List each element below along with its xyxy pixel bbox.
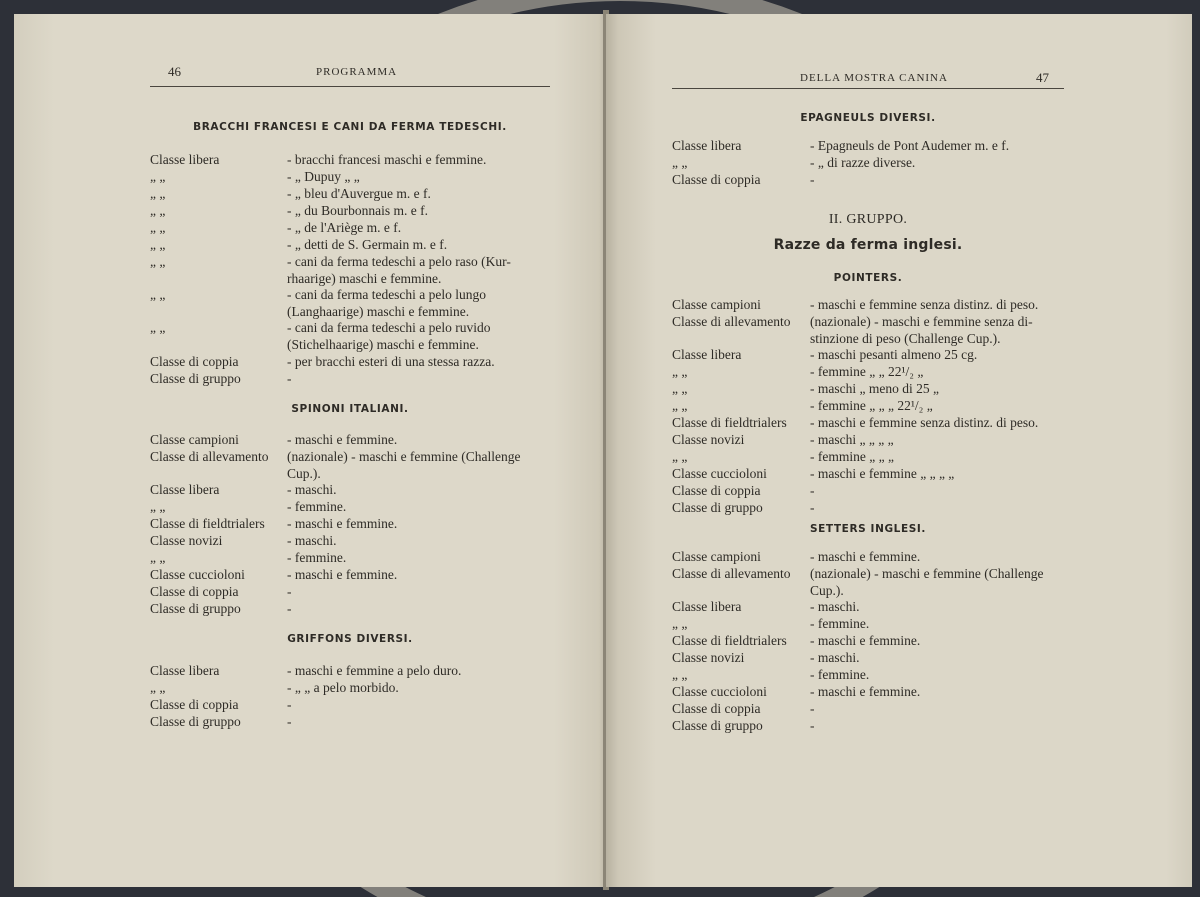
- right-row-desc: - maschi pesanti almeno 25 cg.: [810, 347, 978, 362]
- left-row-desc: - cani da ferma tedeschi a pelo lungo (Langhaarige) maschi e femmine.: [287, 287, 487, 319]
- right-section-title-3: SETTERS INGLESI.: [809, 523, 926, 535]
- right-row-desc: - maschi „ meno di 25 „: [810, 381, 939, 396]
- left-row-label: „ „: [150, 680, 166, 695]
- left-row-label: „ „: [150, 237, 166, 252]
- left-row-label: Classe di coppia: [150, 697, 239, 712]
- right-row-desc: - maschi e femmine.: [810, 684, 921, 699]
- header-rule-left: [150, 86, 550, 87]
- left-row-label: „ „: [150, 169, 166, 184]
- right-row-label: Classe novizi: [672, 650, 745, 665]
- page-number-left: 46: [168, 64, 181, 79]
- left-row-desc: - maschi e femmine.: [287, 432, 398, 447]
- right-section-subtitle-1: Razze da ferma inglesi.: [773, 237, 963, 253]
- left-section-title-1: SPINONI ITALIANI.: [291, 403, 409, 415]
- left-row-label: „ „: [150, 320, 166, 335]
- left-row-desc: - cani da ferma tedeschi a pelo ruvido (Stichelhaarige) maschi e femmine.: [287, 320, 491, 352]
- right-row-desc: - maschi e femmine senza distinz. di peso.: [810, 297, 1039, 312]
- right-row-desc: - maschi e femmine.: [810, 549, 921, 564]
- left-row-label: Classe libera: [150, 663, 220, 678]
- right-row-desc: -: [810, 701, 815, 716]
- right-row-desc: - „ di razze diverse.: [810, 155, 916, 170]
- right-row-label: Classe campioni: [672, 549, 761, 564]
- right-row-desc: - maschi.: [810, 599, 860, 614]
- right-row-desc: - femmine „ „ 22¹/₂ „: [810, 364, 924, 379]
- running-head-left: PROGRAMMA: [316, 66, 398, 78]
- right-row-desc: -: [810, 718, 815, 733]
- right-row-label: Classe cuccioloni: [672, 466, 767, 481]
- right-row-desc: - femmine „ „ „ 22¹/₂ „: [810, 398, 933, 413]
- right-row-label: Classe di coppia: [672, 483, 761, 498]
- left-row-label: Classe di fieldtrialers: [150, 516, 265, 531]
- left-row-label: Classe libera: [150, 482, 220, 497]
- left-row-desc: - maschi.: [287, 533, 337, 548]
- left-row-label: Classe campioni: [150, 432, 239, 447]
- right-row-label: Classe campioni: [672, 297, 761, 312]
- right-row-desc: - maschi e femmine.: [810, 633, 921, 648]
- left-row-desc: -: [287, 714, 292, 729]
- left-row-label: Classe cuccioloni: [150, 567, 245, 582]
- left-row-desc: - „ bleu d'Auvergue m. e f.: [287, 186, 431, 201]
- right-row-label: „ „: [672, 398, 688, 413]
- left-row-label: „ „: [150, 186, 166, 201]
- right-row-label: Classe libera: [672, 347, 742, 362]
- right-row-label: Classe di coppia: [672, 701, 761, 716]
- right-row-desc: -: [810, 483, 815, 498]
- right-row-label: Classe libera: [672, 599, 742, 614]
- right-row-label: Classe novizi: [672, 432, 745, 447]
- right-row-label: Classe di gruppo: [672, 718, 763, 733]
- right-row-desc: - Epagneuls de Pont Audemer m. e f.: [810, 138, 1010, 153]
- right-row-desc: - maschi „ „ „ „: [810, 432, 894, 447]
- right-row-desc: - maschi e femmine „ „ „ „: [810, 466, 955, 481]
- right-row-desc: - femmine.: [810, 616, 870, 631]
- right-row-desc: -: [810, 172, 815, 187]
- left-row-desc: - per bracchi esteri di una stessa razza.: [287, 354, 495, 369]
- right-row-desc: (nazionale) - maschi e femmine (Challenge Cup.).: [810, 566, 1044, 598]
- right-row-label: Classe di gruppo: [672, 500, 763, 515]
- right-row-desc: - maschi.: [810, 650, 860, 665]
- right-row-desc: - femmine.: [810, 667, 870, 682]
- right-row-desc: - femmine „ „ „: [810, 449, 894, 464]
- right-row-label: Classe di coppia: [672, 172, 761, 187]
- left-section-title-2: GRIFFONS DIVERSI.: [287, 633, 413, 645]
- left-row-desc: - „ du Bourbonnais m. e f.: [287, 203, 428, 218]
- right-row-label: Classe cuccioloni: [672, 684, 767, 699]
- left-row-label: „ „: [150, 220, 166, 235]
- left-row-desc: (nazionale) - maschi e femmine (Challenge Cup.).: [287, 449, 521, 481]
- left-row-label: „ „: [150, 287, 166, 302]
- left-row-desc: - maschi e femmine.: [287, 567, 398, 582]
- left-row-label: „ „: [150, 254, 166, 269]
- left-row-label: Classe libera: [150, 152, 220, 167]
- left-row-desc: - femmine.: [287, 499, 347, 514]
- right-row-desc: (nazionale) - maschi e femmine senza di-stinzione di peso (Challenge Cup.).: [810, 314, 1033, 346]
- left-row-label: Classe di coppia: [150, 354, 239, 369]
- right-row-label: „ „: [672, 449, 688, 464]
- right-row-label: Classe di fieldtrialers: [672, 633, 787, 648]
- right-row-label: „ „: [672, 667, 688, 682]
- right-section-title-2: POINTERS.: [833, 272, 903, 284]
- left-row-label: „ „: [150, 203, 166, 218]
- left-row-label: „ „: [150, 550, 166, 565]
- right-row-label: Classe libera: [672, 138, 742, 153]
- right-row-label: Classe di allevamento: [672, 314, 791, 329]
- page-number-right: 47: [1036, 70, 1049, 85]
- header-rule-right: [672, 88, 1064, 89]
- left-row-label: Classe di gruppo: [150, 714, 241, 729]
- left-row-desc: - femmine.: [287, 550, 347, 565]
- left-row-desc: - maschi e femmine.: [287, 516, 398, 531]
- running-head-right: DELLA MOSTRA CANINA: [800, 72, 948, 84]
- left-row-desc: - maschi.: [287, 482, 337, 497]
- left-row-desc: - cani da ferma tedeschi a pelo raso (Kur-rhaarige) maschi e femmine.: [287, 254, 511, 286]
- right-section-title-1: II. GRUPPO.: [828, 212, 908, 227]
- left-row-label: Classe di gruppo: [150, 371, 241, 386]
- left-row-desc: - „ Dupuy „ „: [287, 169, 360, 184]
- right-row-desc: -: [810, 500, 815, 515]
- left-row-desc: -: [287, 371, 292, 386]
- right-row-label: Classe di fieldtrialers: [672, 415, 787, 430]
- left-row-desc: - „ de l'Ariège m. e f.: [287, 220, 402, 235]
- left-row-label: Classe novizi: [150, 533, 223, 548]
- left-row-label: Classe di gruppo: [150, 601, 241, 616]
- right-row-label: „ „: [672, 381, 688, 396]
- left-row-desc: -: [287, 584, 292, 599]
- left-row-desc: - maschi e femmine a pelo duro.: [287, 663, 462, 678]
- right-section-title-0: EPAGNEULS DIVERSI.: [800, 112, 936, 124]
- left-row-label: Classe di coppia: [150, 584, 239, 599]
- right-row-label: „ „: [672, 364, 688, 379]
- right-row-label: „ „: [672, 155, 688, 170]
- left-row-desc: - „ detti de S. Germain m. e f.: [287, 237, 448, 252]
- right-row-desc: - maschi e femmine senza distinz. di peso.: [810, 415, 1039, 430]
- right-row-label: Classe di allevamento: [672, 566, 791, 581]
- left-row-label: Classe di allevamento: [150, 449, 269, 464]
- left-row-desc: - „ „ a pelo morbido.: [287, 680, 399, 695]
- left-row-label: „ „: [150, 499, 166, 514]
- right-row-label: „ „: [672, 616, 688, 631]
- left-section-title-0: BRACCHI FRANCESI E CANI DA FERMA TEDESCHI.: [193, 121, 507, 133]
- left-row-desc: - bracchi francesi maschi e femmine.: [287, 152, 487, 167]
- left-row-desc: -: [287, 601, 292, 616]
- left-row-desc: -: [287, 697, 292, 712]
